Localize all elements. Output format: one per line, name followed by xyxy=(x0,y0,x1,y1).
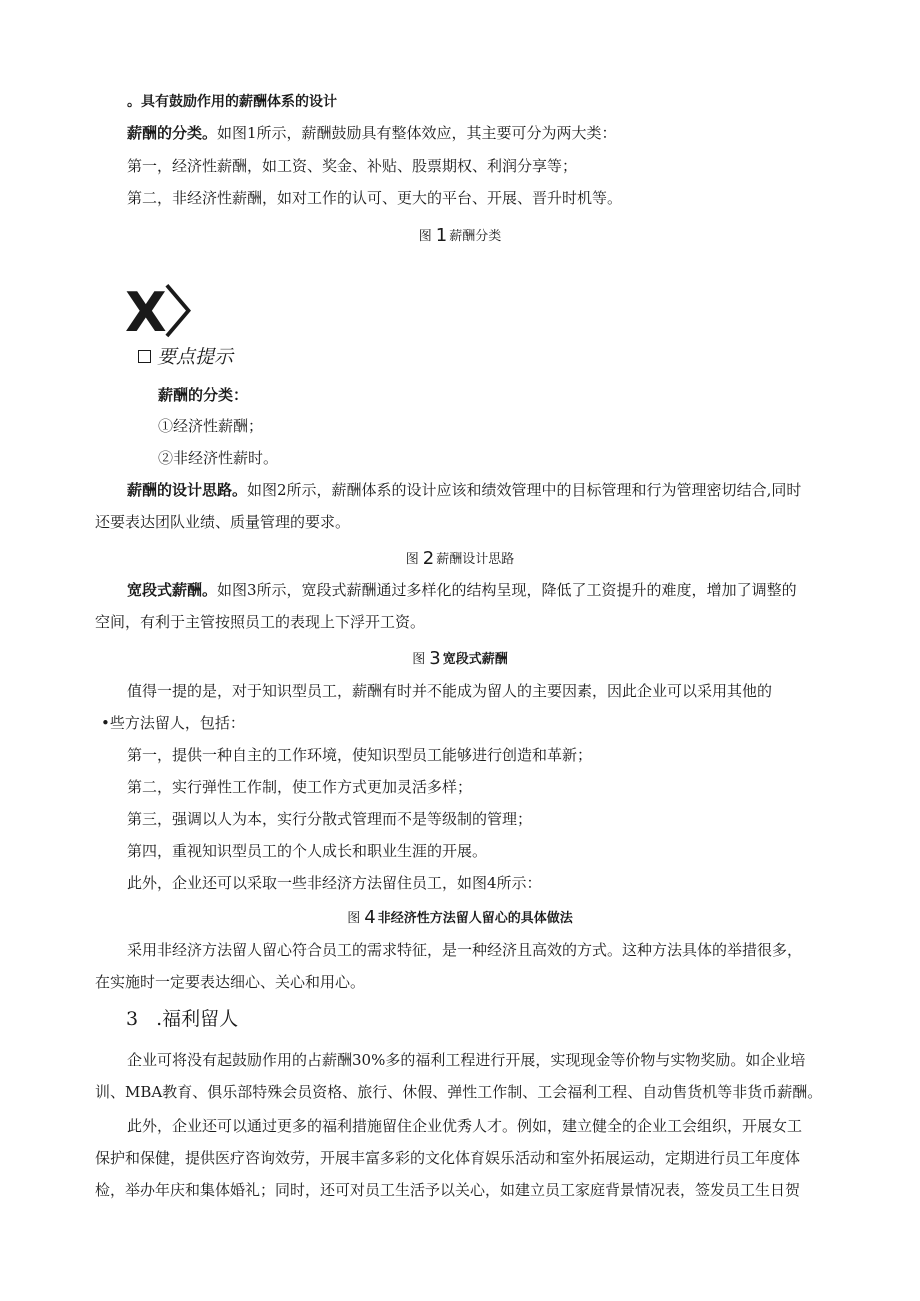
key-points-title: 要点提示 xyxy=(157,346,234,368)
paragraph-non-economic-summary-cont: 在实施时一定要表达细心、关心和用心。 xyxy=(95,973,366,991)
paragraph-non-economic-summary: 采用非经济方法留人留心符合员工的需求特征，是一种经济且高效的方式。这种方法具体的举措很多， xyxy=(127,941,803,959)
figure-label: 图 xyxy=(412,652,426,667)
figure-title: 薪酬分类 xyxy=(449,229,502,244)
paragraph-more-benefits-cont: 检，举办年庆和集体婚礼；同时，还可对员工生活予以关心，如建立员工家庭背景情况表，签发员工生日贺 xyxy=(95,1181,801,1199)
key-points-heading xyxy=(138,345,233,369)
paragraph-lead: 宽段式薪酬。 xyxy=(127,581,218,599)
list-item: 第一，提供一种自主的工作环境，使知识型员工能够进行创造和革新； xyxy=(127,746,593,764)
figure-title: 非经济性方法留人留心的具体做法 xyxy=(377,911,573,926)
list-item-non-economic: 第二，非经济性薪酬，如对工作的认可、更大的平台、开展、晋升时机等。 xyxy=(127,189,623,207)
figure-2-caption xyxy=(0,549,920,570)
paragraph-benefits-cont: 训、MBA教育、俱乐部特殊会员资格、旅行、休假、弹性工作制、工会福利工程、自动售货机等非货币薪酬。 xyxy=(95,1083,823,1101)
section-title: .福利留人 xyxy=(156,1008,239,1030)
figure-1-placeholder-glyph: X〉 xyxy=(125,281,217,344)
list-item: 第二，实行弹性工作制，使工作方式更加灵活多样； xyxy=(127,778,473,796)
section-3-heading xyxy=(126,1007,238,1031)
paragraph-broadband-salary xyxy=(127,580,797,600)
paragraph-benefits: 企业可将没有起鼓励作用的占薪酬30%多的福利工程进行开展，实现现金等价物与实物奖励。如企业培 xyxy=(127,1051,806,1069)
section-number: 3 xyxy=(126,1008,139,1030)
figure-number: 3 xyxy=(429,648,441,669)
figure-title: 薪酬设计思路 xyxy=(436,552,515,567)
paragraph-broadband-salary-cont: 空间，有利于主管按照员工的表现上下浮开工资。 xyxy=(95,613,426,631)
key-points-item-2: ②非经济性薪时。 xyxy=(158,449,279,467)
list-item: 第三，强调以人为本，实行分散式管理而不是等级制的管理； xyxy=(127,810,533,828)
paragraph-more-benefits-cont: 保护和保健，提供医疗咨询效劳，开展丰富多彩的文化体育娱乐活动和室外拓展运动，定期进行员工年度体 xyxy=(95,1149,801,1167)
paragraph-text: 如图2所示，薪酬体系的设计应该和绩效管理中的目标管理和行为管理密切结合,同时 xyxy=(247,481,802,499)
key-points-label-text: 薪酬的分类： xyxy=(158,386,249,404)
figure-title: 宽段式薪酬 xyxy=(442,652,508,667)
figure-label: 图 xyxy=(405,552,419,567)
paragraph-design-approach xyxy=(127,480,801,500)
checkbox-square-icon xyxy=(138,350,151,363)
paragraph-salary-classification xyxy=(127,123,617,143)
key-points-item-1: ①经济性薪酬； xyxy=(158,417,264,435)
list-item: 第四，重视知识型员工的个人成长和职业生涯的开展。 xyxy=(127,842,488,860)
figure-1-caption xyxy=(0,226,920,247)
paragraph-more-benefits: 此外，企业还可以通过更多的福利措施留住企业优秀人才。例如，建立健全的企业工会组织，开展女工 xyxy=(127,1117,803,1135)
section-heading: 。具有鼓励作用的薪酬体系的设计 xyxy=(127,94,337,110)
paragraph-design-approach-cont: 还要表达团队业绩、质量管理的要求。 xyxy=(95,513,351,531)
figure-label: 图 xyxy=(418,229,432,244)
list-item-economic: 第一，经济性薪酬，如工资、奖金、补贴、股票期权、利润分享等； xyxy=(127,157,578,175)
paragraph-text: 如图1所示，薪酬鼓励具有整体效应，其主要可分为两大类： xyxy=(217,124,617,142)
paragraph-knowledge-workers-cont: •些方法留人，包括： xyxy=(101,714,245,732)
figure-number: 1 xyxy=(435,225,448,246)
figure-3-caption xyxy=(0,649,920,670)
paragraph-text: 如图3所示，宽段式薪酬通过多样化的结构呈现，降低了工资提升的难度，增加了调整的 xyxy=(217,581,797,599)
paragraph-knowledge-workers: 值得一提的是，对于知识型员工，薪酬有时并不能成为留人的主要因素，因此企业可以采用其他的 xyxy=(127,682,773,700)
key-points-label xyxy=(158,385,248,405)
figure-label: 图 xyxy=(347,911,361,926)
figure-number: 4 xyxy=(364,907,376,928)
paragraph-lead: 薪酬的设计思路。 xyxy=(127,481,248,499)
figure-4-caption xyxy=(0,908,920,929)
figure-number: 2 xyxy=(422,548,435,569)
paragraph-non-economic-methods: 此外，企业还可以采取一些非经济方法留住员工，如图4所示： xyxy=(127,874,542,892)
paragraph-lead: 薪酬的分类。 xyxy=(127,124,218,142)
